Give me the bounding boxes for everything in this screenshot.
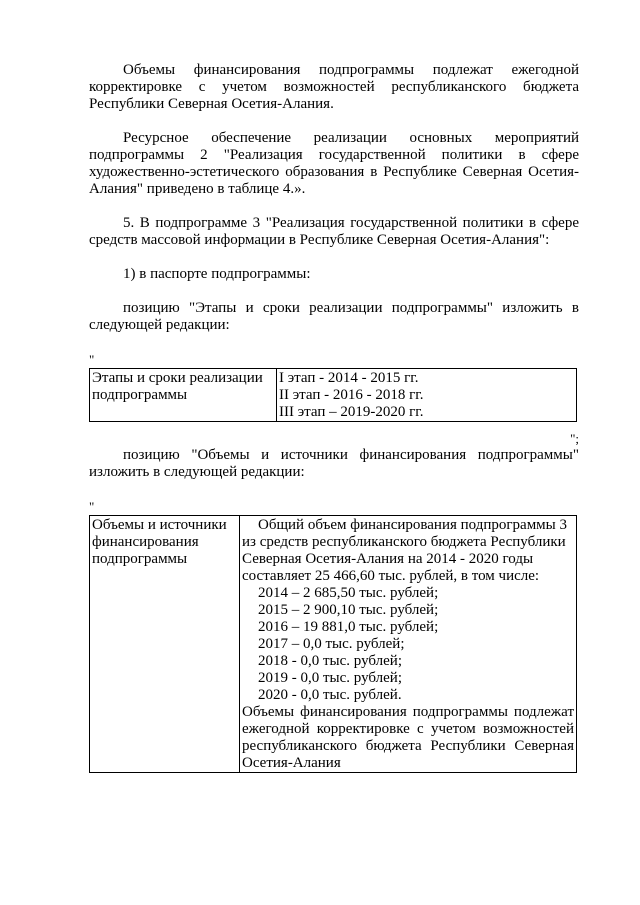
opening-quote-2: " [89, 499, 95, 514]
funding-year-item: 2014 – 2 685,50 тыс. рублей; [258, 585, 439, 601]
stage-item: III этап – 2019-2020 гг. [279, 404, 424, 420]
table-row [90, 516, 577, 773]
paragraph-passport: 1) в паспорте подпрограммы: [123, 266, 311, 282]
paragraph-subprogram-3: 5. В подпрограмме 3 "Реализация государственной политики в сфере средств массовой информации в Республике Северная Осетия-Алания": [89, 215, 579, 248]
funding-year-item: 2018 - 0,0 тыс. рублей; [258, 653, 402, 669]
paragraph-resource-support: Ресурсное обеспечение реализации основных мероприятий подпрограммы 2 "Реализация государственной политики в сфере художественно-эстетического образования в Республике Северная Осетия-Алания" приведено в таблице 4.». [89, 130, 579, 197]
funding-intro: Общий объем финансирования подпрограммы 3 из средств республиканского бюджета Республики Северная Осетия-Алания на 2014 - 2020 годы составляет 25 466,60 тыс. рублей, в том числе: [242, 517, 568, 584]
stage-item: I этап - 2014 - 2015 гг. [279, 370, 419, 386]
funding-year-item: 2015 – 2 900,10 тыс. рублей; [258, 602, 439, 618]
closing-quote-1: "; [570, 431, 579, 446]
stage-item: II этап - 2016 - 2018 гг. [279, 387, 424, 403]
stages-label: Этапы и сроки реализации подпрограммы [92, 370, 263, 403]
funding-label: Объемы и источники финансирования подпрограммы [92, 517, 227, 567]
paragraph-funding-position: позицию "Объемы и источники финансирования подпрограммы" изложить в следующей редакции: [89, 447, 579, 480]
funding-year-item: 2017 – 0,0 тыс. рублей; [258, 636, 405, 652]
paragraph-funding-adjustment: Объемы финансирования подпрограммы подлежат ежегодной корректировке с учетом возможностей республиканского бюджета Республики Северная Осетия-Алания. [89, 62, 579, 112]
funding-year-item: 2019 - 0,0 тыс. рублей; [258, 670, 402, 686]
funding-value-cell [240, 516, 577, 773]
funding-label-cell [90, 516, 240, 773]
opening-quote-1: " [89, 352, 95, 367]
paragraph-stages-position: позицию "Этапы и сроки реализации подпрограммы" изложить в следующей редакции: [89, 300, 579, 333]
stages-table [89, 368, 577, 422]
document-page [89, 62, 579, 773]
stages-label-cell [90, 369, 277, 422]
table-row [90, 369, 577, 422]
stages-value-cell [277, 369, 577, 422]
funding-year-item: 2016 – 19 881,0 тыс. рублей; [258, 619, 439, 635]
funding-table [89, 515, 577, 773]
funding-year-item: 2020 - 0,0 тыс. рублей. [258, 687, 402, 703]
funding-outro: Объемы финансирования подпрограммы подлежат ежегодной корректировке с учетом возможностей республиканского бюджета Республики Северная Осетия-Алания [242, 704, 574, 771]
